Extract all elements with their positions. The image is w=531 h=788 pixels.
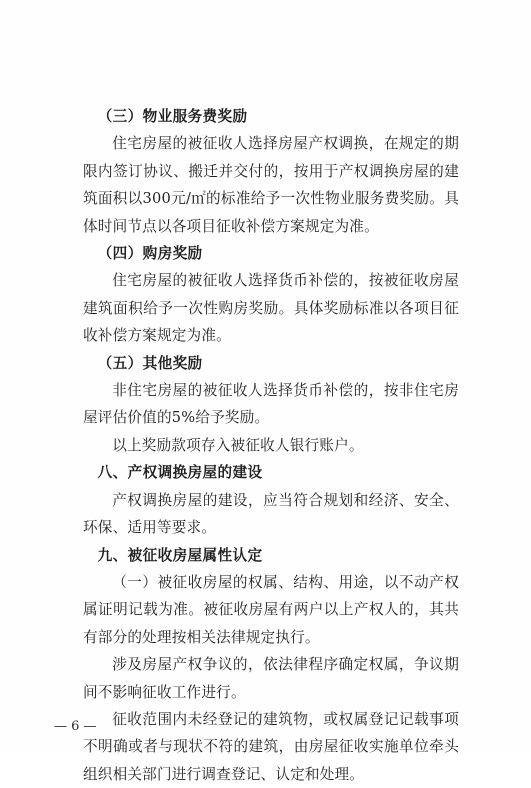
document-body: [83, 103, 459, 788]
paragraph-unregistered-buildings: 征收范围内未经登记的建筑物，或权属登记记载事项不明确或者与现状不符的建筑，由房屋征收实施单位牵头组织相关部门进行调查登记、认定和处理。: [83, 710, 459, 783]
section-heading-8: 八、产权调换房屋的建设: [97, 464, 263, 482]
paragraph-construction: 产权调换房屋的建设，应当符合规划和经济、安全、环保、适用等要求。: [83, 491, 459, 537]
subsection-heading-4: （四）购房奖励: [97, 245, 203, 263]
subsection-heading-5: （五）其他奖励: [97, 354, 203, 372]
paragraph-bank-account: 以上奖励款项存入被征收人银行账户。: [112, 436, 364, 454]
paragraph-other-reward: 非住宅房屋的被征收人选择货币补偿的，按非住宅房屋评估价值的5%给予奖励。: [83, 382, 459, 427]
paragraph-purchase-reward: 住宅房屋的被征收人选择货币补偿的，按被征收房屋建筑面积给予一次性购房奖励。具体奖励标准以各项目征收补偿方案规定为准。: [83, 272, 459, 345]
paragraph-ownership-dispute: 涉及房屋产权争议的，依法律程序确定权属，争议期间不影响征收工作进行。: [83, 656, 459, 701]
section-heading-9: 九、被征收房屋属性认定: [97, 546, 263, 564]
page-number: — 6 —: [54, 719, 97, 734]
subsection-heading-3: （三）物业服务费奖励: [97, 108, 248, 125]
paragraph-property-service-reward: 住宅房屋的被征收人选择房屋产权调换，在规定的期限内签订协议、搬迁并交付的，按用于产权调换房屋的建筑面积以300元/㎡的标准给予一次性物业服务费奖励。具体时间节点以各项目征收补偿方案规定为准。: [83, 135, 459, 235]
paragraph-ownership-record: （一）被征收房屋的权属、结构、用途，以不动产权属证明记载为准。被征收房屋有两户以上产权人的，其共有部分的处理按相关法律规定执行。: [83, 573, 459, 646]
